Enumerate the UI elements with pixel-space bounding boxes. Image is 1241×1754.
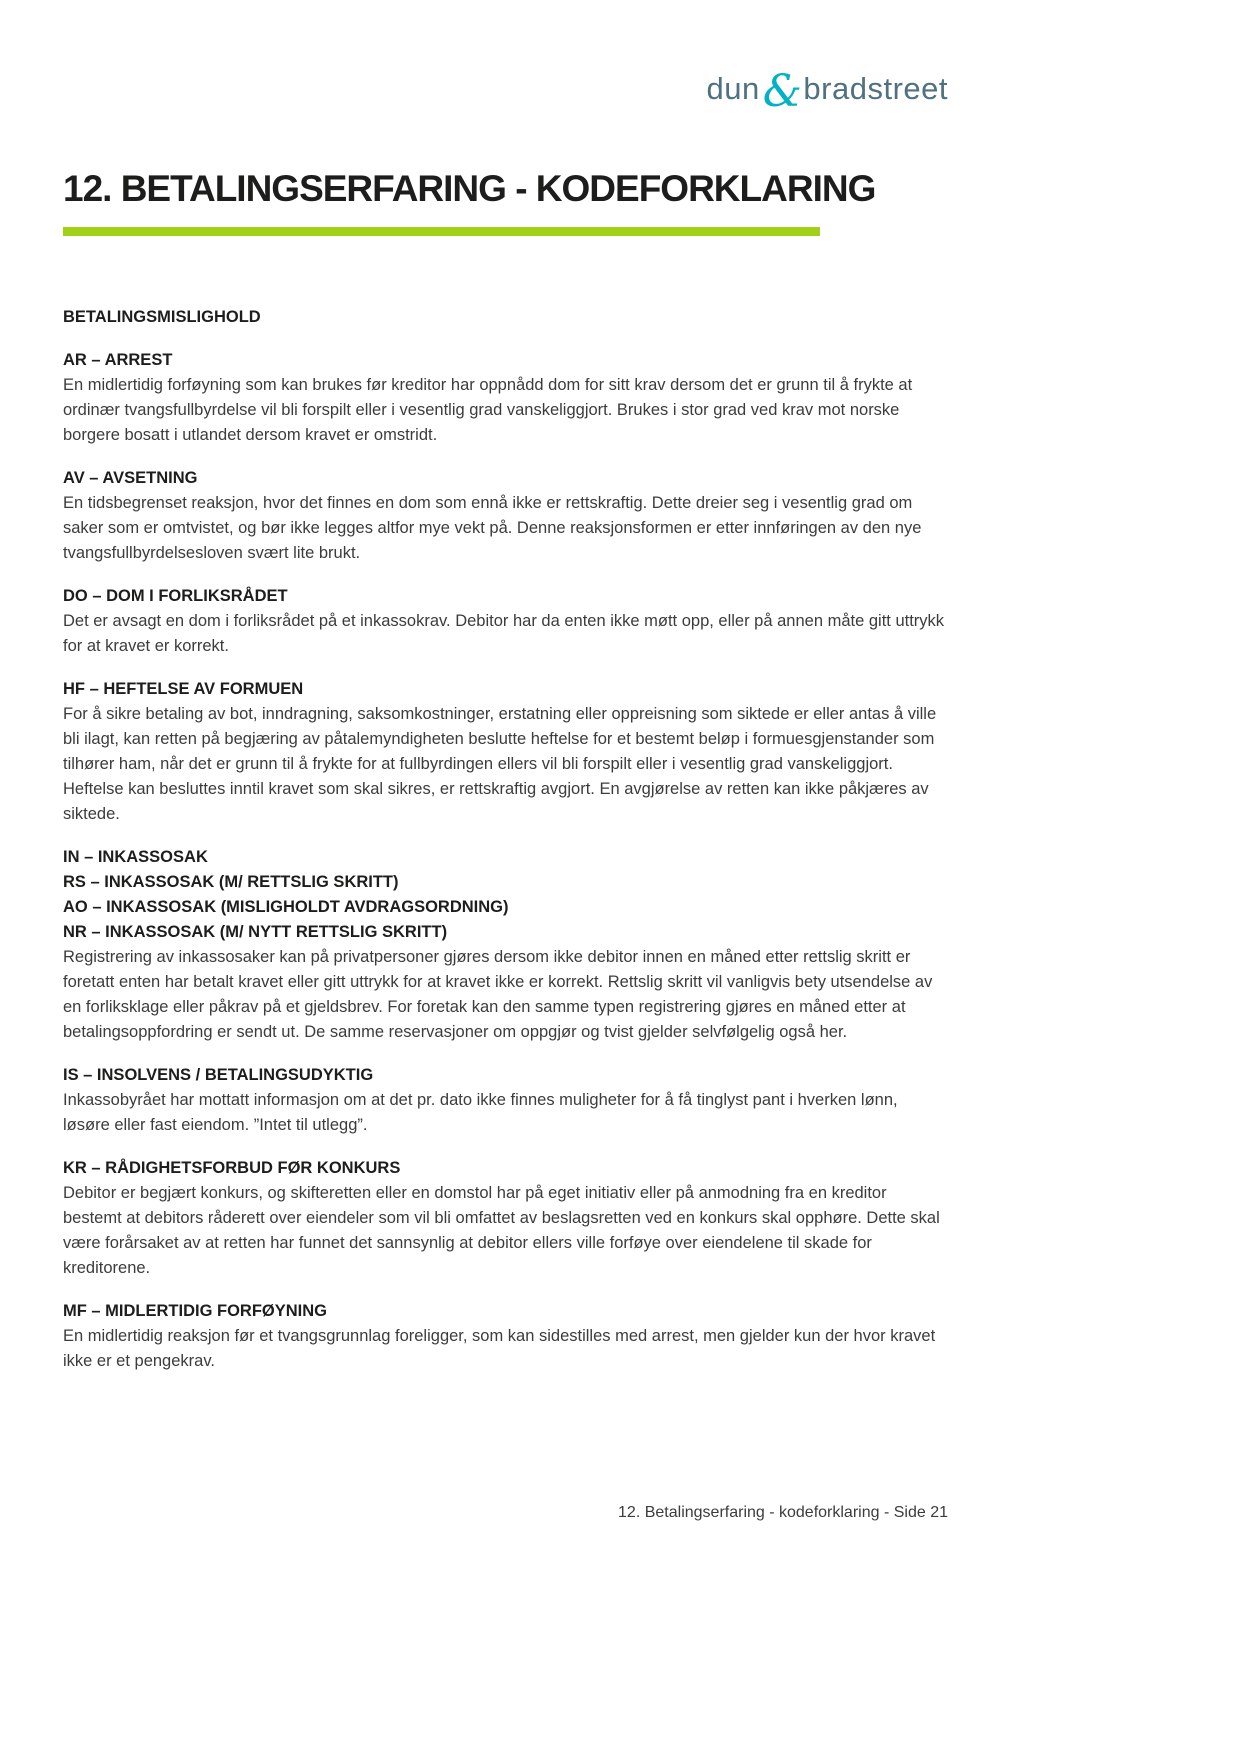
logo-word-dun: dun — [706, 71, 760, 106]
section-heading: BETALINGSMISLIGHOLD — [63, 307, 261, 326]
code-description: En tidsbegrenset reaksjon, hvor det finnes en dom som ennå ikke er rettskraftig. Dette dreier seg i vesentlig grad om saker som er omtvistet, og bør ikke legges altfor mye vekt på. Denne reaksjonsformen er etter innføringen av den nye tvangsfullbyrdelsesloven svært lite brukt. — [63, 493, 922, 562]
logo-ampersand-icon: & — [762, 66, 803, 117]
dun-bradstreet-logo — [706, 66, 948, 117]
code-heading: HF – HEFTELSE AV FORMUEN — [63, 679, 304, 698]
code-heading: IS – INSOLVENS / BETALINGSUDYKTIG — [63, 1065, 374, 1084]
page-title: 12. BETALINGSERFARING - KODEFORKLARING — [63, 168, 876, 209]
title-accent-bar — [63, 227, 820, 236]
code-entry — [63, 466, 948, 566]
code-entry — [63, 1156, 948, 1281]
code-entry — [63, 348, 948, 448]
code-description: For å sikre betaling av bot, inndragning, saksomkostninger, erstatning eller oppreisning som siktede er eller antas å ville bli ilagt, kan retten på begjæring av påtalemyndigheten beslutte heftelse for et bestemt beløp i formuesgjenstander som tilhører ham, når det er grunn til å frykte for at fullbyrdingen ellers vil bli forspilt eller i vesentlig grad vanskeliggjort. Heftelse kan besluttes inntil kravet som skal sikres, er rettskraftig avgjort. En avgjørelse av retten kan ikke påkjæres av siktede. — [63, 704, 937, 823]
code-entry — [63, 584, 948, 659]
content-column — [63, 168, 948, 1392]
code-heading: AR – ARREST — [63, 350, 173, 369]
code-heading: DO – DOM I FORLIKSRÅDET — [63, 586, 288, 605]
code-heading: IN – INKASSOSAK — [63, 847, 208, 866]
code-entry — [63, 845, 948, 1045]
code-heading: AO – INKASSOSAK (MISLIGHOLDT AVDRAGSORDNING) — [63, 897, 509, 916]
code-description: Det er avsagt en dom i forliksrådet på et inkassokrav. Debitor har da enten ikke møtt opp, eller på annen måte gitt uttrykk for at kravet er korrekt. — [63, 611, 945, 655]
code-description: En midlertidig reaksjon før et tvangsgrunnlag foreligger, som kan sidestilles med arrest, men gjelder kun der hvor kravet ikke er et pengekrav. — [63, 1326, 936, 1370]
code-heading: NR – INKASSOSAK (M/ NYTT RETTSLIG SKRITT) — [63, 922, 448, 941]
code-heading: RS – INKASSOSAK (M/ RETTSLIG SKRITT) — [63, 872, 399, 891]
code-entry — [63, 1299, 948, 1374]
code-description: Registrering av inkassosaker kan på privatpersoner gjøres dersom ikke debitor innen en måned etter rettslig skritt er foretatt enten har betalt kravet eller gitt uttrykk for at kravet ikke er korrekt. Rettslig skritt vil vanligvis bety utsendelse av en forliksklage eller påkrav på et gjeldsbrev. For foretak kan den samme typen registrering gjøres en måned etter at betalingsoppfordring er sendt ut. De samme reservasjoner om oppgjør og tvist gjelder selvfølgelig også her. — [63, 947, 933, 1041]
code-description: Inkassobyrået har mottatt informasjon om at det pr. dato ikke finnes muligheter for å få tinglyst pant i hverken lønn, løsøre eller fast eiendom. ”Intet til utlegg”. — [63, 1090, 898, 1134]
code-description: En midlertidig forføyning som kan brukes før kreditor har oppnådd dom for sitt krav dersom det er grunn til å frykte at ordinær tvangsfullbyrdelse vil bli forspilt eller i vesentlig grad vanskeliggjort. Brukes i stor grad ved krav mot norske borgere bosatt i utlandet dersom kravet er omstridt. — [63, 375, 913, 444]
code-entry — [63, 677, 948, 827]
code-entry — [63, 1063, 948, 1138]
code-heading: AV – AVSETNING — [63, 468, 198, 487]
code-heading: MF – MIDLERTIDIG FORFØYNING — [63, 1301, 327, 1320]
code-heading: KR – RÅDIGHETSFORBUD FØR KONKURS — [63, 1158, 401, 1177]
code-entries-list — [63, 348, 948, 1374]
logo-word-bradstreet: bradstreet — [803, 71, 948, 106]
page-footer: 12. Betalingserfaring - kodeforklaring - Side 21 — [618, 1504, 948, 1521]
code-description: Debitor er begjært konkurs, og skifteretten eller en domstol har på eget initiativ eller på anmodning fra en kreditor bestemt at debitors råderett over eiendeler som vil bli omfattet av beslagsretten ved en konkurs skal opphøre. Dette skal være forårsaket av at retten har funnet det sannsynlig at debitor ellers ville forføye over eiendelene til skade for kreditorene. — [63, 1183, 940, 1277]
